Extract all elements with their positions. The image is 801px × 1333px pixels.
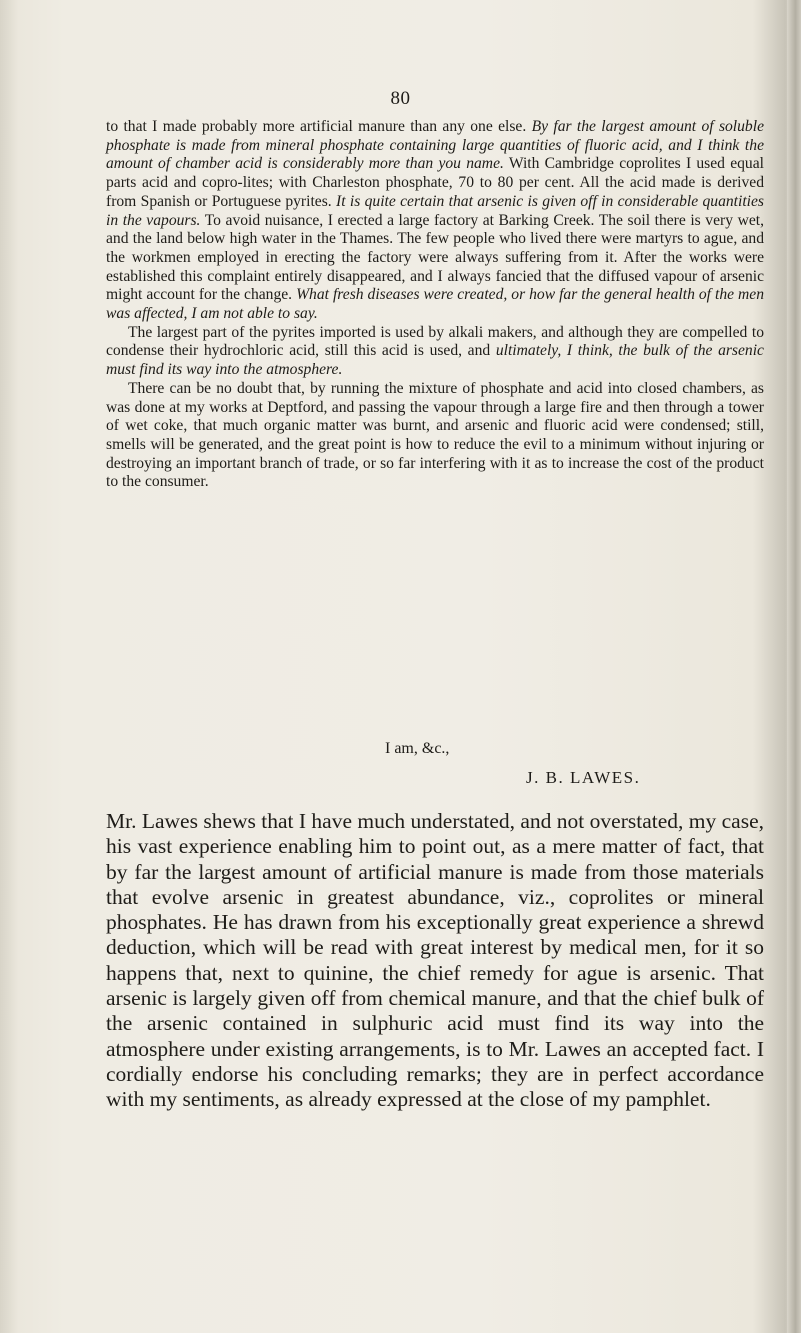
letter-paragraph-2 [106, 324, 764, 380]
letter-text: to that I made probably more artificial manure than any one else. [106, 118, 532, 135]
quoted-letter [106, 118, 764, 492]
letter-salutation: I am, &c., [385, 740, 450, 757]
letter-emphasis: What fresh diseases were created, or how far the general health of the men was affected, I am not able to say. [106, 286, 764, 323]
letter-emphasis: By far the largest amount of soluble phosphate is made from mineral phosphate containing large quantities of fluoric acid, and I think the amount of chamber acid is considerably more than you name. [106, 118, 764, 173]
letter-text: To avoid nuisance, I erected a large factory at Barking Creek. The soil there is very wet, and the land below high water in the Thames. The few people who lived there were martyrs to ague, and the workmen employed in erecting the factory were always suffering from it. After the works were established this complaint entirely disappeared, and I always fancied that the diffused vapour of arsenic might account for the change. [106, 211, 764, 304]
page-gutter-shadow [0, 0, 18, 1333]
commentary-paragraph: Mr. Lawes shews that I have much understated, and not overstated, my case, his vast experience enabling him to point out, as a mere matter of fact, that by far the largest amount of artificial manure is made from those materials that evolve arsenic in greatest abundance, viz., coprolites or mineral phosphates. He has drawn from his exceptionally great experience a shrewd deduction, which will be read with great interest by medical men, for it so happens that, next to quinine, the chief remedy for ague is arsenic. That arsenic is largely given off from chemical manure, and that the chief bulk of the arsenic contained in sulphuric acid must find its way into the atmosphere under existing arrangements, is to Mr. Lawes an accepted fact. I cordially endorse his concluding remarks; they are in perfect accordance with my sentiments, as already expressed at the close of my pamphlet. [106, 809, 764, 1112]
author-commentary [106, 809, 764, 1113]
letter-text: With Cambridge coprolites I used equal parts acid and copro-lites; with Charleston phosphate, 70 to 80 per cent. All the acid made is derived from Spanish or Portuguese pyrites. [106, 155, 764, 210]
letter-emphasis: It is quite certain that arsenic is given off in considerable quantities in the vapours. [106, 192, 764, 229]
letter-paragraph-3: There can be no doubt that, by running the mixture of phosphate and acid into closed chambers, as was done at my works at Deptford, and passing the vapour through a large fire and then through a tower of wet coke, that much organic matter was burnt, and arsenic and fluoric acid were condensed; still, smells will be generated, and the great point is how to reduce the evil to a minimum without injuring or destroying an important branch of trade, or so far interfering with it as to increase the cost of the product to the consumer. [106, 379, 764, 491]
letter-emphasis: ultimately, I think, the bulk of the arsenic must find its way into the atmosphere. [106, 342, 764, 379]
letter-signature: J. B. LAWES. [526, 768, 641, 787]
letter-paragraph-1 [106, 118, 764, 324]
page-edge [787, 0, 801, 1333]
page-number: 80 [390, 88, 411, 109]
letter-text: The largest part of the pyrites imported is used by alkali makers, and although they are compelled to condense their hydrochloric acid, still this acid is used, and [106, 323, 764, 360]
